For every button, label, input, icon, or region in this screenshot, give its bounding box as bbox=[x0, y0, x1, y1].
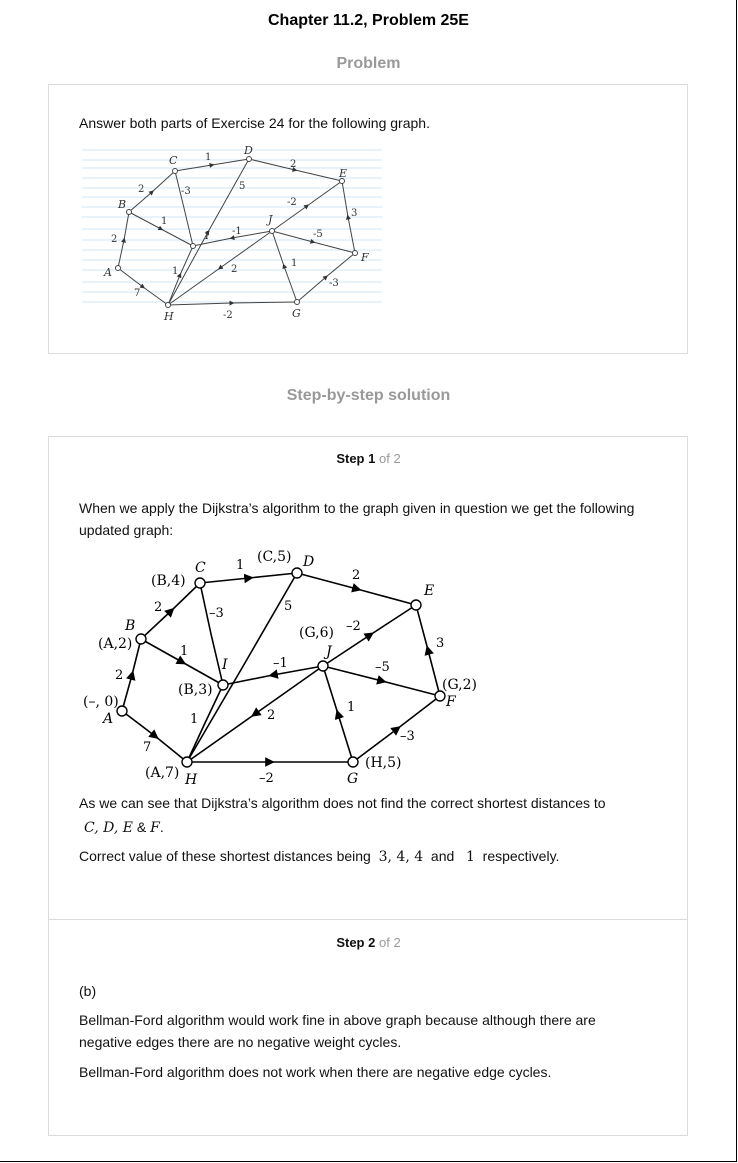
node-label-G: G bbox=[292, 307, 301, 320]
step1-conclusion: As we can see that Dijkstra’s algorithm does not find the correct shortest distances to bbox=[79, 795, 606, 811]
s-node-J: J bbox=[326, 644, 332, 660]
step1-last-value: 1 bbox=[465, 849, 475, 865]
s-weight-HI: 1 bbox=[190, 712, 199, 727]
s-edge-CD bbox=[200, 573, 297, 583]
s-node-D: D bbox=[303, 554, 315, 570]
s-weight-BI: 1 bbox=[180, 644, 189, 659]
edge-label-CI: -3 bbox=[181, 186, 191, 197]
edge-label-GJ: 1 bbox=[291, 258, 298, 269]
step1-last-node: F bbox=[150, 820, 160, 836]
s-value-D: (C,5) bbox=[257, 549, 292, 565]
s-node-G: G bbox=[347, 771, 359, 787]
step1-node-list-line bbox=[84, 816, 164, 839]
step1-node-list: C, D, E bbox=[84, 820, 133, 836]
edge-label-BC: 2 bbox=[138, 184, 145, 195]
node-label-C: C bbox=[169, 154, 178, 167]
problem-graph bbox=[81, 144, 383, 322]
s-value-A: (–, 0) bbox=[83, 694, 119, 710]
s-weight-AB: 2 bbox=[115, 668, 124, 683]
problem-section-label: Problem bbox=[336, 55, 401, 72]
step2-paragraph-1: Bellman-Ford algorithm would work fine in above graph because although there are negative edges there are no negative weight cycles. bbox=[79, 1012, 596, 1050]
s-weight-JF: –5 bbox=[375, 660, 390, 675]
edge-label-JE: -2 bbox=[287, 197, 297, 208]
step2-number: 2 bbox=[368, 935, 376, 950]
s-weight-BC: 2 bbox=[154, 600, 163, 615]
s-node-F: F bbox=[446, 694, 456, 710]
step1-correct-line bbox=[79, 845, 559, 868]
step1-amp: & bbox=[136, 819, 147, 835]
step1-and: and bbox=[430, 848, 455, 864]
step2-paragraph-2: Bellman-Ford algorithm does not work when there are negative edge cycles. bbox=[79, 1064, 552, 1080]
step2-part-label: (b) bbox=[79, 983, 97, 999]
node-label-E: E bbox=[339, 167, 348, 180]
s-value-H: (A,7) bbox=[145, 765, 180, 781]
s-node-I: I bbox=[222, 657, 228, 673]
s-value-F: (G,2) bbox=[442, 677, 477, 693]
s-edge-BC bbox=[141, 583, 200, 639]
s-node-B: B bbox=[125, 618, 136, 634]
edge-label-AB: 2 bbox=[111, 234, 118, 245]
node-label-D: D bbox=[244, 144, 253, 157]
edge-AH bbox=[118, 268, 168, 305]
s-edge-JE bbox=[323, 605, 416, 666]
s-weight-ID: 5 bbox=[284, 599, 293, 614]
solution-section-label: Step-by-step solution bbox=[286, 387, 451, 404]
node-label-F: F bbox=[361, 251, 369, 264]
edge-label-DE: 2 bbox=[290, 159, 297, 170]
s-node-H: H bbox=[185, 772, 198, 788]
s-value-B: (A,2) bbox=[98, 636, 133, 652]
edge-label-GF: -3 bbox=[329, 278, 339, 289]
s-value-G: (H,5) bbox=[365, 755, 402, 771]
s-weight-FE: 3 bbox=[436, 636, 445, 651]
node-label-I: I bbox=[205, 229, 210, 242]
s-node-E: E bbox=[424, 583, 435, 599]
step1-heading bbox=[0, 451, 737, 466]
step1-of: of 2 bbox=[378, 451, 401, 466]
s-weight-GJ: 1 bbox=[347, 700, 356, 715]
s-edge-AH bbox=[122, 711, 187, 762]
s-value-J: (G,6) bbox=[299, 625, 334, 641]
page-border-bottom bbox=[0, 1161, 737, 1162]
s-edge-JH bbox=[187, 666, 323, 762]
step-divider bbox=[49, 919, 688, 920]
step2-heading bbox=[0, 935, 737, 950]
s-weight-AH: 7 bbox=[143, 740, 152, 755]
s-weight-HG: –2 bbox=[259, 771, 274, 786]
edge-label-JI: -1 bbox=[232, 226, 242, 237]
page-title: Chapter 11.2, Problem 25E bbox=[268, 12, 469, 29]
edge-label-ID: 5 bbox=[239, 181, 246, 192]
node-label-H: H bbox=[164, 310, 174, 322]
s-weight-JI: –1 bbox=[273, 656, 288, 671]
edge-CD bbox=[175, 159, 249, 171]
edge-label-AH: 7 bbox=[134, 288, 141, 299]
edge-label-BI: 1 bbox=[161, 216, 168, 227]
edge-label-HG: -2 bbox=[223, 310, 233, 321]
s-weight-CI: –3 bbox=[209, 606, 224, 621]
s-edge-GF bbox=[353, 696, 440, 762]
edge-BC bbox=[129, 171, 175, 212]
s-node-C: C bbox=[195, 560, 206, 576]
s-weight-JE: –2 bbox=[346, 619, 361, 634]
s-node-A: A bbox=[103, 711, 114, 727]
node-label-J: J bbox=[268, 213, 273, 226]
s-value-C: (B,4) bbox=[151, 573, 186, 589]
edge-label-JF: -5 bbox=[313, 229, 323, 240]
step1-values: 3, 4, 4 bbox=[378, 849, 424, 865]
s-weight-GF: –3 bbox=[400, 729, 415, 744]
edge-label-CD: 1 bbox=[205, 152, 212, 163]
node-label-B: B bbox=[118, 198, 127, 211]
s-value-I: (B,3) bbox=[178, 682, 213, 698]
page-border-right bbox=[736, 0, 737, 1162]
edge-label-FE: 3 bbox=[351, 208, 358, 219]
step1-word: Step bbox=[336, 451, 365, 466]
step1-correct-prefix: Correct value of these shortest distances being bbox=[79, 848, 371, 864]
step2-word: Step bbox=[336, 935, 365, 950]
problem-text: Answer both parts of Exercise 24 for the following graph. bbox=[79, 115, 430, 131]
step2-of: of 2 bbox=[378, 935, 401, 950]
edge-label-HI: 1 bbox=[172, 266, 179, 277]
node-label-A: A bbox=[104, 266, 112, 279]
s-weight-DE: 2 bbox=[352, 568, 361, 583]
edge-label-JH: 2 bbox=[231, 264, 238, 275]
edge-CI bbox=[175, 171, 193, 246]
s-weight-CD: 1 bbox=[236, 558, 245, 573]
step1-number: 1 bbox=[368, 451, 376, 466]
s-edge-CI bbox=[200, 583, 223, 685]
step1-period: . bbox=[159, 819, 164, 835]
step1-suffix: respectively. bbox=[482, 848, 560, 864]
step1-intro: When we apply the Dijkstra’s algorithm to the graph given in question we get the following updated graph: bbox=[79, 500, 635, 538]
solution-graph bbox=[80, 540, 490, 790]
s-weight-JH: 2 bbox=[267, 708, 276, 723]
